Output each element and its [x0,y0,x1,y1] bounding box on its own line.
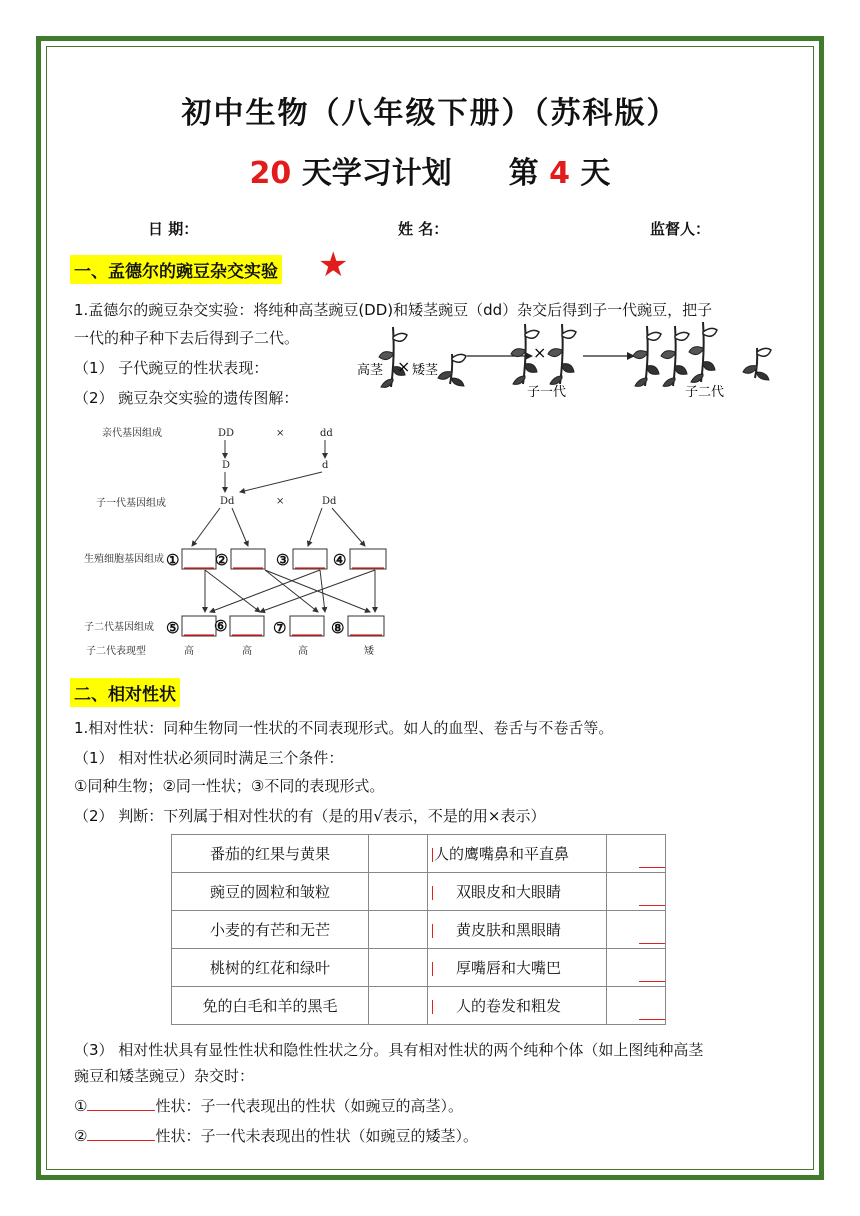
f2-plant-3 [689,322,717,382]
f2-phenotype-3: 高 [298,646,308,657]
f2-blank-8[interactable] [348,616,384,636]
table-row [172,835,666,873]
answer-cell[interactable] [369,949,428,987]
date-field-label: 日 期： [148,220,199,238]
f1-genotype-b: Dd [322,496,337,507]
circled-num-7: ⑦ [273,619,287,637]
judge-table [171,834,666,1025]
answer-cell[interactable] [369,987,428,1025]
short-pea-plant [438,354,466,386]
gamete-d-lower: d [322,460,329,471]
circled-num-1: ① [166,551,180,569]
judge-instructions: （2） 判断：下列属于相对性状的有（是的用√表示，不是的用×表示） [74,807,546,825]
tall-label: 高茎 [357,363,384,378]
trait-cell: 黄皮肤和黑眼睛 [428,911,607,949]
f2-plant-2 [661,326,689,386]
dominance-intro-line1: （3） 相对性状具有显性性状和隐性性状之分。具有相对性状的两个纯种个体（如上图纯种高茎 [74,1041,704,1059]
f2-blank-7[interactable] [290,616,324,636]
gamete-blank-3[interactable] [293,549,327,569]
trait-cell: 桃树的红花和绿叶 [172,949,369,987]
dominant-num: ① [74,1097,88,1115]
answer-cell[interactable] [607,949,666,987]
answer-cell[interactable] [607,835,666,873]
answer-cell[interactable] [369,911,428,949]
short-label: 矮茎 [412,363,439,378]
question-phenotype: （1） 子代豌豆的性状表现： [74,359,269,377]
trait-cell: 豌豆的圆粒和皱粒 [172,873,369,911]
section1-paragraph-line1: 1.孟德尔的豌豆杂交实验：将纯种高茎豌豆(DD)和矮茎豌豆（dd）杂交后得到子一代豌豆，把子 [74,301,713,319]
conditions-detail: ①同种生物；②同一性状；③不同的表现形式。 [74,777,385,795]
f2-phenotype-label: 子二代表现型 [86,646,146,657]
recessive-trait-line [74,1126,478,1146]
table-row [172,911,666,949]
f2-plant-1 [633,326,661,386]
f2-phenotype-2: 高 [242,646,252,657]
trait-cell: 厚嘴唇和大嘴巴 [428,949,607,987]
f2-label: 子二代 [685,385,725,400]
parent-cross-symbol: × [276,428,285,439]
trait-cell: 免的白毛和羊的黑毛 [172,987,369,1025]
table-row [172,873,666,911]
circled-num-6: ⑥ [214,617,228,635]
relative-trait-definition: 1.相对性状：同种生物同一性状的不同表现形式。如人的血型、卷舌与不卷舌等。 [74,719,614,737]
f2-blank-5[interactable] [182,616,216,636]
circled-num-8: ⑧ [331,619,345,637]
dominant-trait-line [74,1096,463,1116]
trait-cell: 小麦的有芒和无芒 [172,911,369,949]
plan-title [0,148,860,192]
day-prefix: 第 [508,156,550,191]
parent-genotype-dd-upper: DD [218,428,235,439]
gamete-blank-1[interactable] [182,549,216,569]
pea-cross-illustration [355,322,785,404]
circled-num-3: ③ [276,551,290,569]
trait-cell: 人的卷发和粗发 [428,987,607,1025]
question-genetic-diagram: （2） 豌豆杂交实验的遗传图解： [74,389,299,407]
gamete-blank-4[interactable] [350,549,386,569]
plan-days-number: 20 [249,156,292,191]
f1-cross-symbol: × [533,343,547,362]
answer-cell[interactable] [607,873,666,911]
recessive-num: ② [74,1127,88,1145]
circled-num-4: ④ [333,551,347,569]
gamete-blank-2[interactable] [231,549,265,569]
trait-cell: 番茄的红果与黄果 [172,835,369,873]
f1-plant-b [548,324,576,384]
f2-phenotype-4: 矮 [364,646,374,657]
dominant-blank[interactable] [87,1096,155,1111]
gamete-d-upper: D [222,460,231,471]
f2-genotype-label: 子二代基因组成 [84,622,154,633]
parent-genotype-dd-lower: dd [320,428,333,439]
answer-cell[interactable] [607,987,666,1025]
recessive-blank[interactable] [87,1126,155,1141]
section1-heading: 一、孟德尔的豌豆杂交实验 [70,255,282,284]
dominant-text: 性状：子一代表现出的性状（如豌豆的高茎）。 [155,1097,463,1115]
genetic-cross-diagram [80,420,400,665]
day-suffix: 天 [569,156,611,191]
gamete-genotype-label: 生殖细胞基因组成 [84,554,164,565]
star-icon: ★ [318,245,349,285]
dominance-intro-line2: 豌豆和矮茎豌豆）杂交时： [74,1067,255,1085]
f1-label: 子一代 [527,385,567,400]
f1-genotype-a: Dd [220,496,235,507]
supervisor-field-label: 监督人： [650,220,711,238]
table-row [172,987,666,1025]
trait-cell: 双眼皮和大眼睛 [428,873,607,911]
recessive-text: 性状：子一代未表现出的性状（如豌豆的矮茎）。 [155,1127,478,1145]
section2-heading: 二、相对性状 [70,678,180,707]
table-row [172,949,666,987]
cross-symbol: × [397,357,411,376]
f2-plant-4 [743,348,771,380]
answer-cell[interactable] [369,835,428,873]
parent-genotype-label: 亲代基因组成 [102,428,162,439]
answer-cell[interactable] [369,873,428,911]
plan-label: 天学习计划 [291,156,452,191]
name-field-label: 姓 名： [398,220,449,238]
circled-num-2: ② [215,551,229,569]
answer-cell[interactable] [607,911,666,949]
page-title: 初中生物（八年级下册）（苏科版） [181,96,679,131]
f2-phenotype-1: 高 [184,646,194,657]
f1-genotype-label: 子一代基因组成 [96,498,166,509]
trait-cell: 人的鹰嘴鼻和平直鼻 [428,835,607,873]
circled-num-5: ⑤ [166,619,180,637]
day-number: 4 [549,156,570,191]
f1-cross-symbol: × [276,496,285,507]
f2-blank-6[interactable] [230,616,264,636]
conditions-intro: （1） 相对性状必须同时满足三个条件： [74,749,344,767]
section1-paragraph-line2: 一代的种子种下去后得到子二代。 [74,329,300,347]
